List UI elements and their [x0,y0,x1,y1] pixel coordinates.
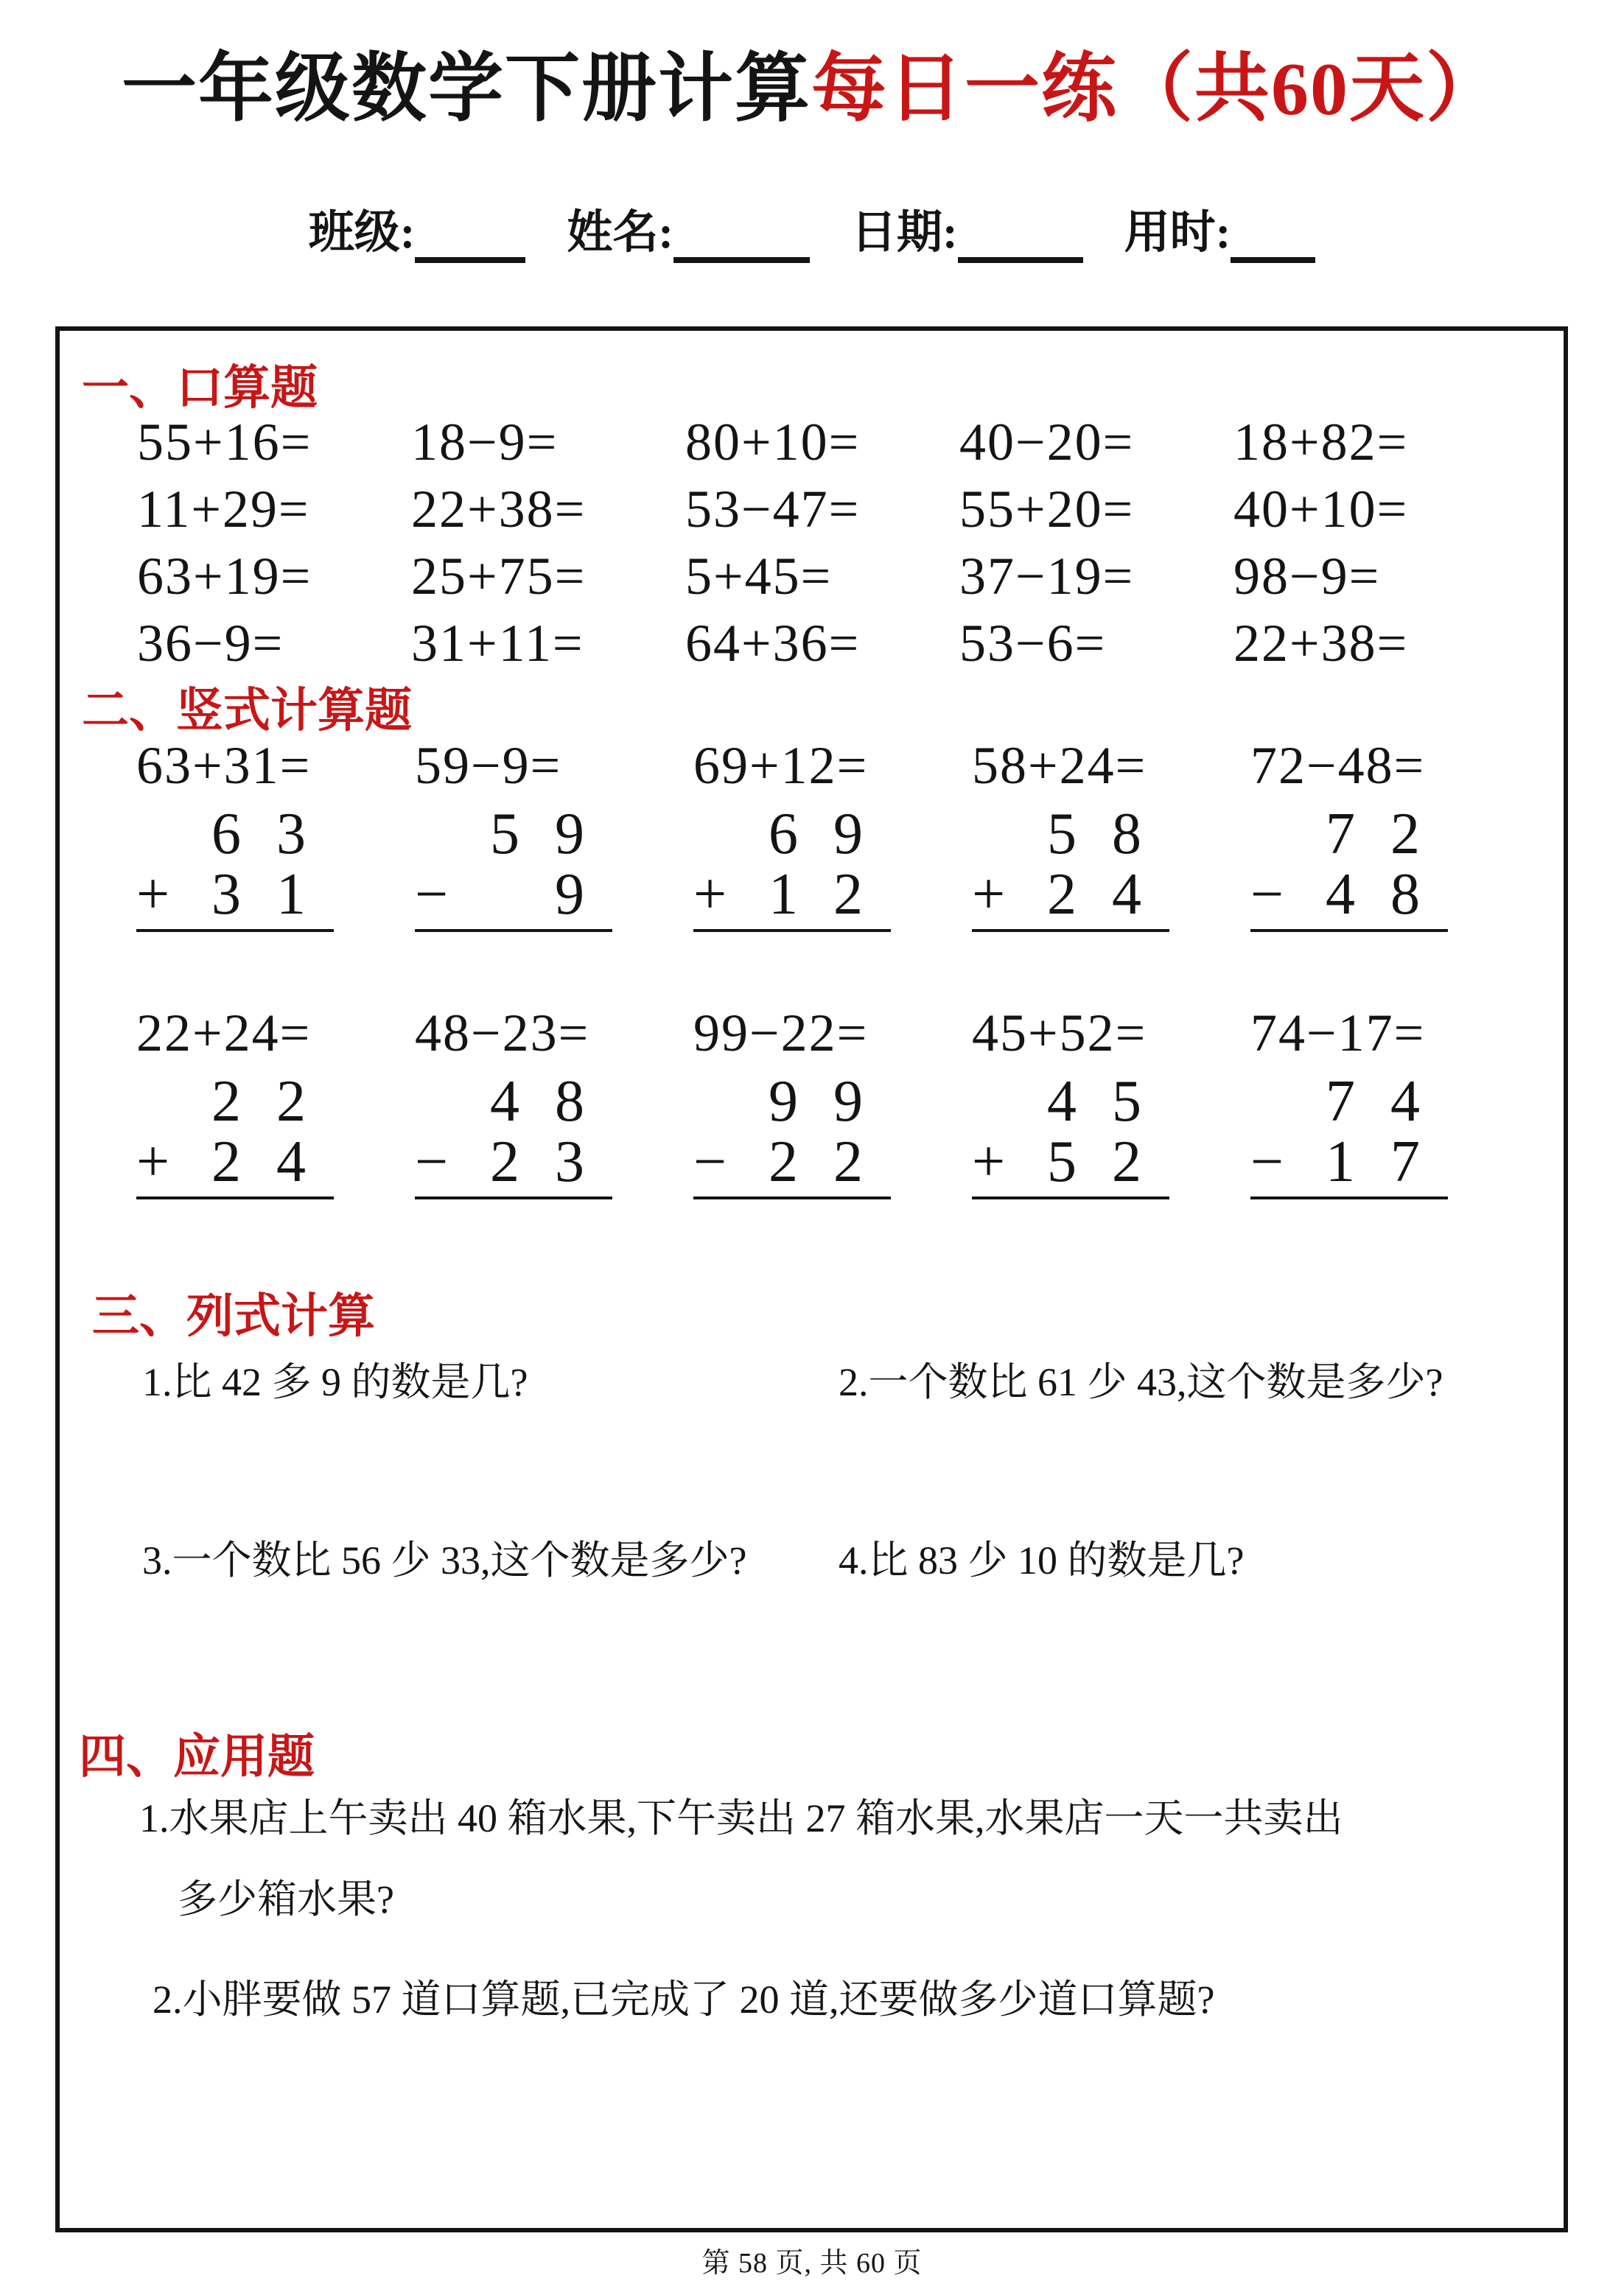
vertical-problem [693,736,972,932]
operator: − [415,862,449,927]
vertical-bottom-operand [972,1129,1250,1194]
listed-problem: 4.比 83 少 10 的数是几? [839,1538,1245,1583]
oral-problem: 18+82= [1233,413,1409,472]
vertical-problem [1250,1003,1529,1199]
digit: 2 [1047,862,1077,927]
oral-problem: 11+29= [137,480,310,539]
vertical-bottom-operand [136,862,415,927]
student-info-row [0,203,1624,263]
section-heading-vertical: 二、竖式计算题 [82,684,412,737]
vertical-problem-equation: 59−9= [415,736,562,795]
vertical-bottom-operand [415,1129,693,1194]
rule-line [693,1196,891,1199]
operator-placeholder [136,810,194,858]
digit: 7 [1326,1069,1355,1134]
digit: 4 [1326,862,1355,927]
operator-placeholder [1250,1077,1308,1126]
info-field-date [851,203,1083,263]
digit: 5 [1047,1129,1077,1194]
listed-problems-row [142,1358,1443,1408]
digit: 2 [490,1129,519,1194]
vertical-problem-equation: 74−17= [1250,1003,1426,1062]
vertical-top-operand [972,1069,1250,1134]
digit: 7 [1326,802,1355,866]
digit: 1 [1326,1129,1355,1194]
section-heading-word: 四、应用题 [79,1731,315,1783]
rule-line [1250,1196,1448,1199]
oral-problem: 5+45= [685,547,833,606]
worksheet-frame [55,326,1568,2232]
vertical-problem [1250,736,1529,932]
vertical-top-operand [693,1069,972,1134]
vertical-problem-equation: 22+24= [136,1003,312,1062]
vertical-problem [136,1003,415,1199]
oral-problem: 36−9= [137,614,284,673]
digit: 2 [833,1129,863,1194]
fill-in-blank [1231,214,1315,263]
digit: 3 [211,862,241,927]
operator: − [415,1129,449,1194]
rule-line [693,929,891,932]
digit: 6 [211,802,241,866]
operator-placeholder [972,810,1029,858]
operator: − [693,1129,727,1194]
operator: − [1250,862,1284,927]
vertical-problem-equation: 58+24= [972,736,1147,795]
vertical-problem-equation: 48−23= [415,1003,590,1062]
listed-problem: 3.一个数比 56 少 33,这个数是多少? [142,1538,747,1583]
oral-problem: 40+10= [1233,480,1409,539]
operator-placeholder [136,1077,194,1126]
operator-placeholder [972,1077,1029,1126]
vertical-problem-equation: 63+31= [136,736,312,795]
vertical-problem-equation: 99−22= [693,1003,869,1062]
vertical-top-operand [415,802,693,866]
word-problem-line: 1.水果店上午卖出 40 箱水果,下午卖出 27 箱水果,水果店一天一共卖出 [139,1796,1343,1840]
digit: 9 [833,1069,863,1134]
digit: 2 [833,862,863,927]
vertical-top-operand [415,1069,693,1134]
digit: 5 [1112,1069,1141,1134]
vertical-problems-row [136,736,1529,932]
info-label: 姓名: [567,208,673,258]
listed-problems-row [142,1536,1244,1586]
operator: + [693,862,727,927]
oral-problem: 18−9= [411,413,559,472]
vertical-problem [136,736,415,932]
vertical-bottom-operand [693,1129,972,1194]
rule-line [136,929,334,932]
oral-problems-grid [137,409,1508,677]
vertical-bottom-operand [136,1129,415,1194]
digit: 1 [276,862,306,927]
title-red-part: 每日一练（共60天） [811,48,1502,131]
digit: 3 [555,1129,584,1194]
digit: 1 [769,862,798,927]
digit [472,870,537,919]
digit: 8 [555,1069,584,1134]
word-problem-line: 多少箱水果? [178,1877,394,1921]
vertical-problem [972,1003,1250,1199]
vertical-top-operand [1250,1069,1529,1134]
vertical-problem [693,1003,972,1199]
vertical-top-operand [136,1069,415,1134]
vertical-top-operand [1250,802,1529,866]
fill-in-blank [673,214,810,263]
operator-placeholder [415,810,472,858]
oral-problem: 80+10= [685,413,861,472]
oral-problem: 37−19= [959,547,1135,606]
vertical-top-operand [136,802,415,866]
vertical-bottom-operand [1250,1129,1529,1194]
digit: 9 [769,1069,798,1134]
page-footer: 第 58 页, 共 60 页 [701,2248,923,2279]
oral-problem: 55+20= [959,480,1135,539]
vertical-problem-equation: 45+52= [972,1003,1147,1062]
vertical-bottom-operand [1250,862,1529,927]
digit: 4 [276,1129,306,1194]
oral-problem: 22+38= [1233,614,1409,673]
operator-placeholder [693,810,751,858]
digit: 9 [833,802,863,866]
digit: 3 [276,802,306,866]
oral-problem: 53−47= [685,480,861,539]
rule-line [972,1196,1169,1199]
digit: 4 [1047,1069,1077,1134]
digit: 2 [1390,802,1420,866]
vertical-bottom-operand [972,862,1250,927]
digit: 9 [555,862,584,927]
info-label: 班级: [308,208,416,258]
operator-placeholder [415,1077,472,1126]
digit: 2 [211,1129,241,1194]
operator: + [136,1129,170,1194]
vertical-problem-equation: 72−48= [1250,736,1426,795]
vertical-bottom-operand [415,862,693,927]
operator: + [136,862,170,927]
digit: 4 [1390,1069,1420,1134]
word-problem-line: 2.小胖要做 57 道口算题,已完成了 20 道,还要做多少道口算题? [153,1977,1215,2022]
listed-problem: 2.一个数比 61 少 43,这个数是多少? [839,1360,1443,1404]
oral-problem: 40−20= [959,413,1135,472]
oral-problem: 63+19= [137,547,312,606]
digit: 4 [490,1069,519,1134]
oral-problem: 98−9= [1233,547,1381,606]
operator: − [1250,1129,1284,1194]
digit: 8 [1390,862,1420,927]
section-heading-oral: 一、口算题 [82,362,318,414]
oral-problem: 31+11= [411,614,584,673]
rule-line [415,929,612,932]
info-field-time-used [1124,203,1316,263]
digit: 8 [1112,802,1141,866]
digit: 2 [769,1129,798,1194]
rule-line [972,929,1169,932]
info-label: 用时: [1124,208,1231,258]
oral-problem: 55+16= [137,413,312,472]
oral-problem: 53−6= [959,614,1107,673]
oral-problem: 64+36= [685,614,861,673]
digit: 4 [1112,862,1141,927]
digit: 5 [490,802,519,866]
operator: + [972,1129,1006,1194]
vertical-problem-equation: 69+12= [693,736,869,795]
vertical-problem [972,736,1250,932]
section-heading-listed: 三、列式计算 [92,1290,375,1342]
digit: 2 [211,1069,241,1134]
worksheet-title [0,43,1624,137]
digit: 7 [1390,1129,1420,1194]
info-label: 日期: [851,208,958,258]
fill-in-blank [415,214,525,263]
digit: 5 [1047,802,1077,866]
info-field-class [309,203,526,263]
oral-problem: 22+38= [411,480,587,539]
rule-line [1250,929,1448,932]
vertical-problem [415,1003,693,1199]
vertical-top-operand [693,802,972,866]
digit: 2 [1112,1129,1141,1194]
rule-line [415,1196,612,1199]
rule-line [136,1196,334,1199]
info-field-name [567,203,810,263]
fill-in-blank [958,214,1083,263]
vertical-top-operand [972,802,1250,866]
vertical-bottom-operand [693,862,972,927]
operator-placeholder [693,1077,751,1126]
listed-problem: 1.比 42 多 9 的数是几? [142,1360,528,1404]
digit: 6 [769,802,798,866]
title-black-part: 一年级数学下册计算 [122,48,811,131]
operator: + [972,862,1006,927]
vertical-problem [415,736,693,932]
oral-problem: 25+75= [411,547,587,606]
digit: 2 [276,1069,306,1134]
operator-placeholder [1250,810,1308,858]
digit: 9 [555,802,584,866]
vertical-problems-row [136,1003,1529,1199]
